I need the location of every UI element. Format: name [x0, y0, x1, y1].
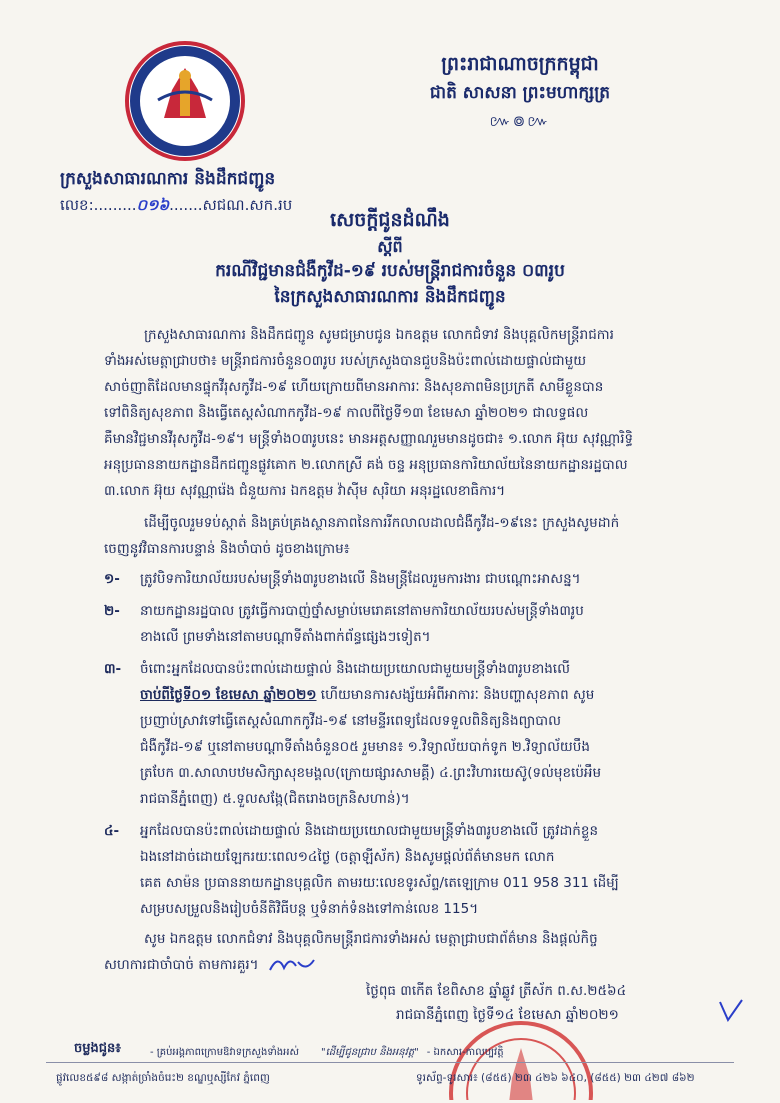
copy-to-purpose: "ដើម្បីជូនជ្រាប និងអនុវត្ត" [321, 1047, 419, 1058]
ref-suffix: .......សជណ.សក.រប [169, 196, 293, 214]
initials-signature [268, 952, 318, 976]
item-3-line: ជំងឺកូវីដ-១៩ ឬនៅតាមបណ្ដាទីតាំងចំនួន០៥ រួមមាន៖ ១.វិទ្យាល័យបាក់ទូក ២.វិទ្យាល័យបឹង [140, 739, 590, 755]
item-3-line: ចំពោះអ្នកដែលបានប៉ះពាល់ដោយផ្ទាល់ និងដោយប្រយោលជាមួយមន្ត្រីទាំង៣រូបខាងលើ [140, 661, 570, 677]
ornament-glyph: ៚៙៚ [489, 112, 551, 130]
footer-phone: ទូរស័ព្ទ-ទូរសារ៖ (៨៥៥) ២៣ ៤២៦ ៦៤០, (៨៥៥) ២៣ ៤២៧ ៨៦២ [416, 1072, 695, 1084]
item-4-line: គេត សាម៉ន ប្រធាននាយកដ្ឋានបុគ្គលិក តាមរយៈលេខទូរស័ព្ទ/តេឡេក្រាម 011 958 311 ដើម្បី [140, 875, 619, 891]
item-number: ៤- [104, 823, 120, 839]
kingdom-heading: ព្រះរាជាណាចក្រកម្ពុជា [441, 53, 599, 75]
date-tick-signature [716, 998, 746, 1024]
para3-line: សូម ឯកឧត្តម លោកជំទាវ និងបុគ្គលិកមន្ត្រីរាជការទាំងអស់ មេត្តាជ្រាបជាព័ត៌មាន និងផ្ដល់កិច្ច [144, 931, 598, 947]
gregorian-date: រាជធានីភ្នំពេញ ថ្ងៃទី១៤ ខែមេសា ឆ្នាំ២០២១ [396, 1007, 619, 1023]
item-4-line: អ្នកដែលបានប៉ះពាល់ដោយផ្ទាល់ និងដោយប្រយោលជាមួយមន្ត្រីទាំង៣រូបខាងលើ ត្រូវដាក់ខ្លួន [140, 823, 599, 839]
para1-line: ៣.លោក អ៊ុយ សុវណ្ណារ៉េង ជំនួយការ ឯកឧត្តម វ៉ាស៊ីម សុរិយា អនុរដ្ឋលេខាធិការ។ [104, 483, 506, 499]
subject-line-1: ករណីវិជ្ជមានជំងឺកូវីដ-១៩ របស់មន្ត្រីរាជការចំនួន ០៣រូប [215, 261, 565, 281]
copy-to-item: - ឯកសារ-កាលប្បវត្តិ [426, 1047, 504, 1058]
national-motto: ជាតិ សាសនា ព្រះមហាក្សត្រ [429, 83, 611, 103]
copy-to-heading: ចម្លងជូន៖ [74, 1041, 121, 1056]
ref-handwritten: ០១៦ [136, 196, 170, 214]
item-number: ១- [104, 571, 120, 587]
item-2-line: ខាងលើ ព្រមទាំងនៅតាមបណ្ដាទីតាំងពាក់ព័ន្ធផ្សេងៗទៀត។ [140, 629, 431, 645]
item-4-line: សម្របសម្រួលនិងរៀបចំនីតិវិធីបន្ត ឬទំនាក់ទំនងទៅកាន់លេខ 115។ [140, 901, 479, 917]
item-number: ២- [104, 603, 120, 619]
para3-line: សហការជាចាំបាច់ តាមការគួរ។ [104, 957, 259, 973]
item-3-line [140, 682, 720, 708]
notice-title: សេចក្ដីជូនដំណឹង [330, 209, 450, 231]
ministry-logo [124, 40, 246, 162]
para1-line: ទៅពិនិត្យសុខភាព និងធ្វើតេស្តសំណាកកូវីដ-១៩ កាលពីថ្ងៃទី១៣ ខែមេសា ឆ្នាំ២០២១ ជាលទ្ធផល [104, 405, 589, 421]
item-number: ៣- [104, 661, 122, 677]
para2-line: ដើម្បីចូលរួមទប់ស្កាត់ និងគ្រប់គ្រងស្ថានភាពនៃការរីកលាលដាលជំងឺកូវីដ-១៩នេះ ក្រសួងសូមដាក់ [144, 515, 620, 531]
ref-prefix: លេខ:......... [60, 196, 137, 214]
para1-line: ក្រសួងសាធារណការ និងដឹកជញ្ជូន សូមជម្រាបជូន ឯកឧត្តម លោកជំទាវ និងបុគ្គលិកមន្ត្រីរាជការ [144, 327, 614, 343]
item-2-line: នាយកដ្ឋានរដ្ឋបាល ត្រូវធ្វើការបាញ់ថ្នាំសម្លាប់មេរោគនៅតាមការិយាល័យរបស់មន្ត្រីទាំង៣រូប [140, 603, 584, 619]
item-3-line: ប្រញាប់ស្រាវទៅធ្វើតេស្តសំណាកកូវីដ-១៩ នៅមន្ទីរពេទ្យដែលទទួលពិនិត្យនិងព្យាបាល [140, 713, 561, 729]
subject-line-2: នៃក្រសួងសាធារណការ និងដឹកជញ្ជូន [274, 287, 506, 307]
para1-line: សាច់ញាតិដែលមានផ្ទុកវីរុសកូវីដ-១៩ ហើយក្រោយពីមានអាការៈ និងសុខភាពមិនប្រក្រតី សាមីខ្លួនបាន [104, 379, 604, 395]
item-3-line: ត្របែក ៣.សាលាបឋមសិក្សាសុខមង្គល(ក្រោយផ្សារសាមគ្គី) ៤.ព្រះវិហារយេស៊ូ(ទល់មុខប៉េអឹម [140, 765, 602, 781]
para1-line: អនុប្រធាននាយកដ្ឋានដឹកជញ្ជូនផ្លូវគោក ២.លោកស្រី គង់ ចន្ទ អនុប្រធានការិយាល័យនៃនាយកដ្ឋានរដ្ឋបាល [104, 457, 628, 473]
copy-to-item: - គ្រប់អង្គភាពក្រោមឱវាទក្រសួងទាំងអស់ [150, 1047, 300, 1058]
para2-line: ចេញនូវវិធានការបន្ទាន់ និងចាំបាច់ ដូចខាងក្រោម៖ [104, 541, 350, 557]
item-3-line-rest: ហើយមានការសង្ស័យអំពីអាការៈ និងបញ្ហាសុខភាព សូម [316, 687, 595, 703]
para1-line: គឺមានវិជ្ជមានវីរុសកូវីដ-១៩។ មន្ត្រីទាំង០៣រូបនេះ មានអត្តសញ្ញាណរួមមានដូចជា៖ ១.លោក អ៊ុយ សុវណ្ណារិទ្ធិ [104, 431, 634, 447]
footer-address: ផ្លូវលេខ៥៩៨ សង្កាត់ច្រាំងចំរេះ២ ខណ្ឌឬស្សីកែវ ភ្នំពេញ [56, 1072, 270, 1084]
item-3-line: រាជធានីភ្នំពេញ) ៥.ទួលសង្កែ(ជិតរោងចក្រនិសហាន់)។ [140, 791, 410, 807]
footer-divider [46, 1062, 734, 1063]
lunar-date: ថ្ងៃពុធ ៣កើត ខែពិសាខ ឆ្នាំឆ្លូវ ត្រីស័ក ព.ស.២៥៦៤ [366, 983, 627, 999]
para1-line: ទាំងអស់មេត្តាជ្រាបថា៖ មន្ត្រីរាជការចំនួន០៣រូប របស់ក្រសួងបានជួបនិងប៉ះពាល់ដោយផ្ទាល់ជាមួយ [104, 353, 587, 369]
item-4-line: ឯងនៅដាច់ដោយឡែករយៈពេល១៤ថ្ងៃ (ចត្តាឡីស័ក) និងសូមផ្ដល់ព័ត៌មានមក លោក [140, 849, 555, 865]
item-3-date-emphasis: ចាប់ពីថ្ងៃទី០១ ខែមេសា ឆ្នាំ២០២១ [140, 687, 317, 703]
item-1-line: ត្រូវបិទការិយាល័យរបស់មន្ត្រីទាំង៣រូបខាងលើ និងមន្ត្រីដែលរួមការងារ ជាបណ្ដោះអាសន្ន។ [140, 571, 581, 587]
recipients-list [150, 1040, 750, 1060]
notice-about: ស្ដីពី [377, 237, 403, 256]
ministry-name: ក្រសួងសាធារណការ និងដឹកជញ្ជូន [60, 169, 276, 189]
